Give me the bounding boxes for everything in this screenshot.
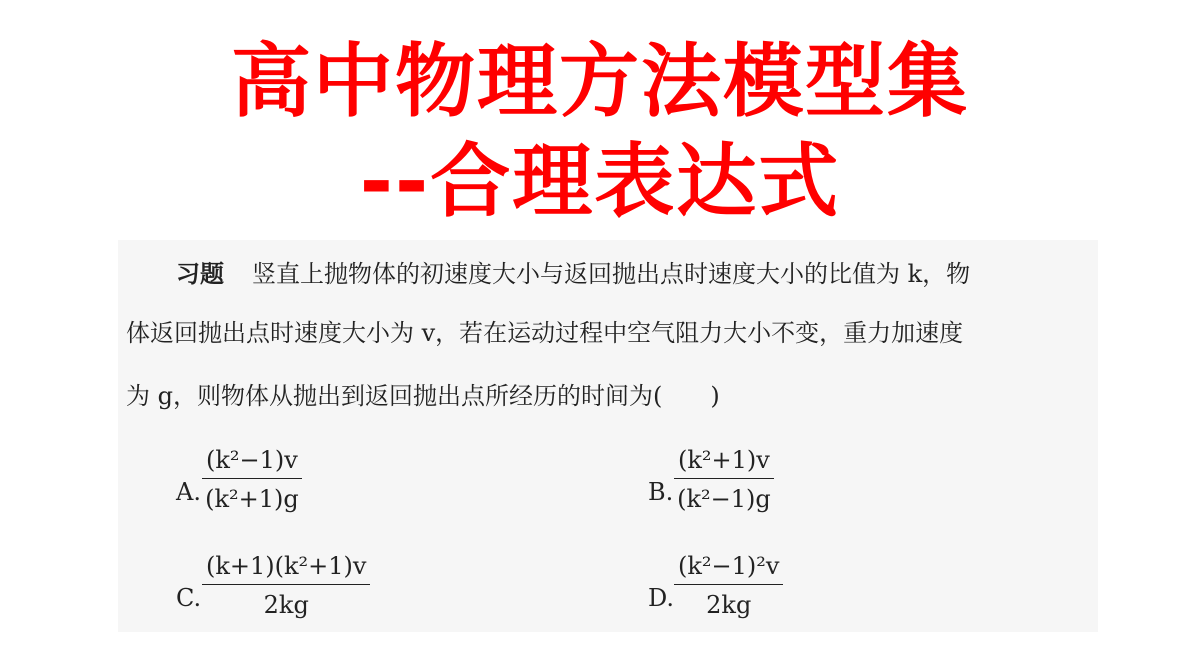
option-c-numerator: (k+1)(k²+1)v [202,554,370,585]
option-a-numerator: (k²−1)v [202,448,302,479]
option-b-denominator: (k²−1)g [677,485,771,513]
option-a-letter: A. [176,478,201,506]
option-c-letter: C. [176,584,202,612]
option-c-fraction [202,554,370,617]
option-d-numerator: (k²−1)²v [674,554,783,585]
problem-line-2: 体返回抛出点时速度大小为 v，若在运动过程中空气阻力大小不变，重力加速度 [126,319,964,347]
option-a-denominator: (k²+1)g [205,485,299,513]
option-d-fraction [674,554,783,617]
problem-panel [118,240,1098,632]
option-d-letter: D. [648,584,675,612]
option-b-letter: B. [648,478,674,506]
problem-line-1 [176,262,970,286]
page-subtitle: --合理表达式 [359,135,841,228]
option-c-denominator: 2kg [263,591,309,619]
problem-label: 习题 [176,260,224,288]
problem-line-3: 为 g，则物体从抛出到返回抛出点所经历的时间为( ) [126,382,720,410]
problem-text-1: 竖直上抛物体的初速度大小与返回抛出点时速度大小的比值为 k，物 [252,260,971,288]
option-a-fraction [202,448,302,511]
option-b-numerator: (k²+1)v [674,448,774,479]
page-title: 高中物理方法模型集 [231,35,969,128]
option-d-denominator: 2kg [706,591,752,619]
option-b-fraction [674,448,774,511]
